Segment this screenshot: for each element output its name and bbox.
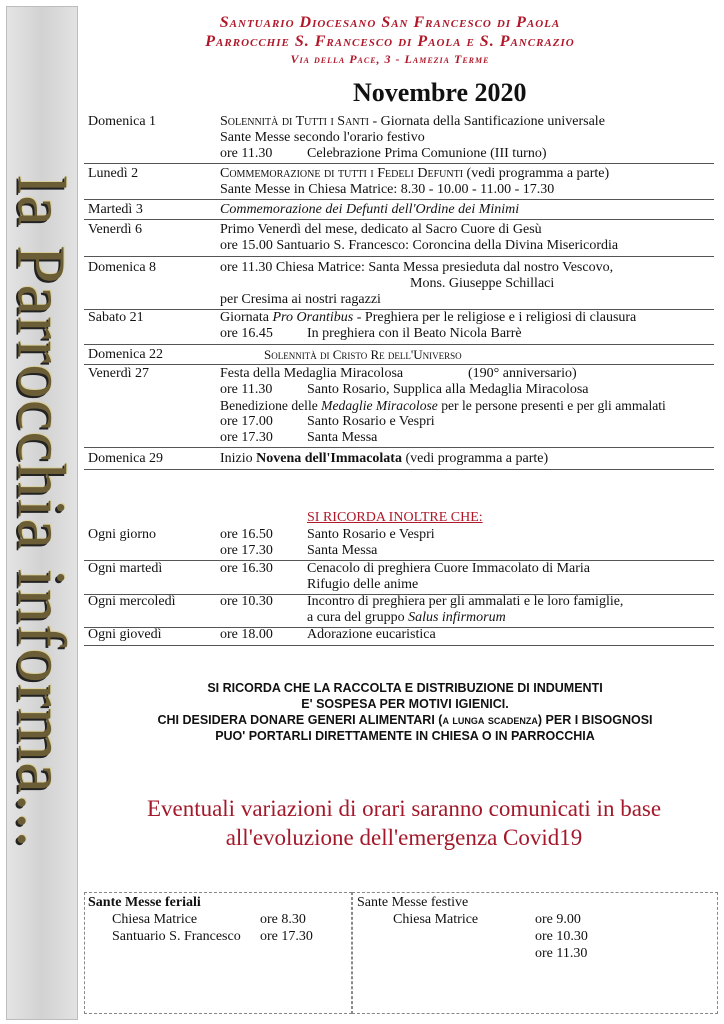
- event-desc: Santo Rosario, Supplica alla Medaglia Miracolosa: [307, 382, 589, 397]
- event-day: Martedì 3: [88, 202, 143, 217]
- festive-masses-title: Sante Messe festive: [357, 895, 469, 910]
- event-line: Sante Messe secondo l'orario festivo: [220, 130, 425, 145]
- event-desc: Santo Rosario e Vespri: [307, 414, 435, 429]
- event-line: Primo Venerdì del mese, dedicato al Sacro Cuore di Gesù: [220, 222, 542, 237]
- divider: [84, 447, 714, 448]
- event-line: Solennità di Tutti i Santi - Giornata della Santificazione universale: [220, 114, 605, 129]
- reminder-time: ore 16.30: [220, 561, 273, 576]
- event-day: Domenica 29: [88, 451, 164, 466]
- event-line: Giornata Pro Orantibus - Preghiera per le religiose e i religiosi di clausura: [220, 310, 637, 325]
- divider: [84, 199, 714, 200]
- event-line: Benedizione delle Medaglie Miracolose per le persone presenti e per gli ammalati: [220, 398, 666, 413]
- header-sanctuary: Santuario Diocesano San Francesco di Paola: [219, 14, 561, 31]
- reminder-desc: a cura del gruppo Salus infirmorum: [307, 610, 506, 625]
- divider: [84, 219, 714, 220]
- reminder-day: Ogni giorno: [88, 527, 157, 542]
- divider: [84, 256, 714, 257]
- event-line: Inizio Novena dell'Immacolata (vedi programma a parte): [220, 451, 549, 466]
- event-line: Mons. Giuseppe Schillaci: [410, 276, 555, 291]
- event-time: ore 11.30: [220, 146, 273, 161]
- event-time: ore 17.30: [220, 430, 273, 445]
- event-line: Commemorazione dei Defunti dell'Ordine dei Minimi: [220, 202, 520, 217]
- event-time: ore 16.45: [220, 326, 273, 341]
- reminder-title: SI RICORDA INOLTRE CHE:: [307, 510, 483, 525]
- covid-notice: [84, 794, 724, 852]
- reminder-day: Ogni giovedì: [88, 627, 162, 642]
- notice-line: PUO' PORTARLI DIRETTAMENTE IN CHIESA O IN PARROCCHIA: [215, 729, 595, 743]
- event-desc: Santa Messa: [307, 430, 378, 445]
- event-line: Solennità di Cristo Re dell'Universo: [264, 347, 462, 362]
- event-day: Domenica 22: [88, 347, 164, 362]
- event-day: Domenica 1: [88, 114, 157, 129]
- reminder-desc: Rifugio delle anime: [307, 577, 419, 592]
- notice-line: E' SOSPESA PER MOTIVI IGIENICI.: [301, 697, 509, 711]
- event-line: (190° anniversario): [468, 366, 577, 381]
- mass-place: Chiesa Matrice: [393, 912, 479, 927]
- reminder-time: ore 16.50: [220, 527, 273, 542]
- weekday-masses-title: Sante Messe feriali: [88, 895, 201, 910]
- header-parishes: Parrocchie S. Francesco di Paola e S. Pancrazio: [205, 33, 575, 50]
- side-title: la Parrocchia informa...: [3, 175, 80, 849]
- divider: [84, 364, 714, 365]
- mass-time: ore 8.30: [260, 912, 306, 927]
- event-line: Commemorazione di tutti i Fedeli Defunti (vedi programma a parte): [220, 166, 610, 181]
- divider: [84, 344, 714, 345]
- covid-line: Eventuali variazioni di orari saranno comunicati in base: [146, 796, 662, 821]
- mass-time: ore 17.30: [260, 929, 313, 944]
- divider: [84, 469, 714, 470]
- event-desc: In preghiera con il Beato Nicola Barrè: [307, 326, 522, 341]
- mass-place: Santuario S. Francesco: [112, 929, 241, 944]
- covid-line: all'evoluzione dell'emergenza Covid19: [225, 825, 583, 850]
- month-title: Novembre 2020: [353, 78, 527, 107]
- reminder-time: ore 18.00: [220, 627, 273, 642]
- header-address: Via della Pace, 3 - Lamezia Terme: [290, 52, 490, 66]
- reminder-time: ore 10.30: [220, 594, 273, 609]
- event-line: Festa della Medaglia Miracolosa: [220, 366, 404, 381]
- reminder-desc: Santo Rosario e Vespri: [307, 527, 435, 542]
- event-day: Lunedì 2: [88, 166, 139, 181]
- reminder-desc: Incontro di preghiera per gli ammalati e le loro famiglie,: [307, 594, 624, 609]
- divider: [84, 645, 714, 646]
- mass-time: ore 9.00: [535, 912, 581, 927]
- reminder-day: Ogni mercoledì: [88, 594, 176, 609]
- event-time: ore 11.30: [220, 382, 273, 397]
- event-time: ore 17.00: [220, 414, 273, 429]
- reminder-day: Ogni martedì: [88, 561, 163, 576]
- event-day: Domenica 8: [88, 260, 157, 275]
- event-line: per Cresima ai nostri ragazzi: [220, 292, 381, 307]
- reminder-desc: Adorazione eucaristica: [307, 627, 436, 642]
- event-line: ore 11.30 Chiesa Matrice: Santa Messa presieduta dal nostro Vescovo,: [220, 260, 614, 275]
- clothing-notice: [120, 680, 690, 744]
- reminder-desc: Cenacolo di preghiera Cuore Immacolato di Maria: [307, 561, 591, 576]
- notice-line: CHI DESIDERA DONARE GENERI ALIMENTARI (a lunga scadenza) PER I BISOGNOSI: [157, 713, 653, 727]
- event-day: Sabato 21: [88, 310, 144, 325]
- reminder-desc: Santa Messa: [307, 543, 378, 558]
- reminder-time: ore 17.30: [220, 543, 273, 558]
- event-line: ore 15.00 Santuario S. Francesco: Coroncina della Divina Misericordia: [220, 238, 619, 253]
- divider: [84, 163, 714, 164]
- event-line: Sante Messe in Chiesa Matrice: 8.30 - 10.00 - 11.00 - 17.30: [220, 182, 555, 197]
- mass-place: Chiesa Matrice: [112, 912, 198, 927]
- mass-time: ore 10.30: [535, 929, 588, 944]
- mass-time: ore 11.30: [535, 946, 588, 961]
- event-desc: Celebrazione Prima Comunione (III turno): [307, 146, 547, 161]
- notice-line: SI RICORDA CHE LA RACCOLTA E DISTRIBUZIONE DI INDUMENTI: [207, 681, 603, 695]
- event-day: Venerdì 27: [88, 366, 150, 381]
- event-day: Venerdì 6: [88, 222, 143, 237]
